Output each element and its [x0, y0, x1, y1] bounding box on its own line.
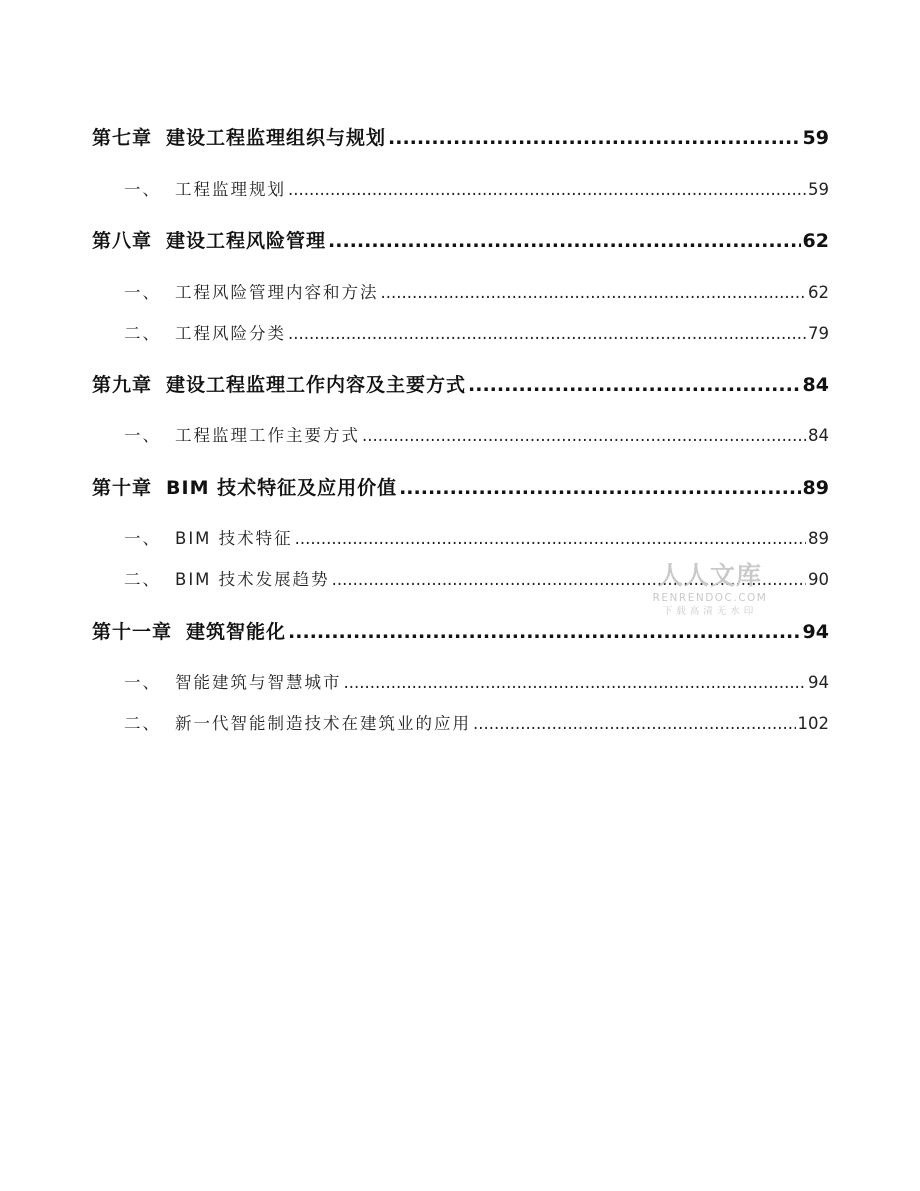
leader-dots: [399, 477, 800, 499]
toc-entry-chapter-7[interactable]: [92, 123, 829, 150]
leader-dots: [328, 230, 801, 252]
leader-dots: [381, 283, 807, 302]
toc-entry-chapter-8[interactable]: [92, 226, 829, 253]
toc-page-number: 62: [808, 283, 829, 302]
toc-entry-section[interactable]: [92, 669, 829, 693]
leader-dots: [388, 127, 801, 149]
watermark-slogan: 下载高清无水印: [662, 606, 758, 617]
toc-number: 第十一章: [92, 621, 173, 643]
toc-page-number: 94: [802, 621, 829, 643]
leader-dots: [288, 324, 806, 343]
watermark-domain: RENRENDOC.COM: [652, 592, 768, 604]
toc-number: 二、: [124, 714, 161, 733]
toc-title: 工程监理规划: [175, 180, 286, 199]
toc-title: BIM 技术特征及应用价值: [166, 477, 398, 499]
toc-entry-section[interactable]: [92, 320, 829, 344]
toc-page-number: 79: [808, 324, 829, 343]
toc-title: 建设工程监理工作内容及主要方式: [166, 374, 467, 396]
toc-page-number: 102: [797, 714, 829, 733]
toc-page-number: 84: [808, 426, 829, 445]
watermark-brand: 人人文库: [657, 561, 762, 590]
toc-title: 建设工程监理组织与规划: [166, 127, 387, 149]
toc-number: 一、: [124, 673, 161, 692]
toc-page-number: 59: [802, 127, 829, 149]
toc-entry-chapter-11[interactable]: [92, 617, 829, 644]
toc-title: 智能建筑与智慧城市: [175, 673, 342, 692]
toc-entry-section[interactable]: [92, 710, 829, 734]
toc-page-number: 84: [802, 374, 829, 396]
toc-number: 一、: [124, 180, 161, 199]
toc-title: BIM 技术特征: [175, 529, 293, 548]
leader-dots: [362, 426, 806, 445]
toc-entry-section[interactable]: [92, 176, 829, 200]
toc-title: 建筑智能化: [186, 621, 287, 643]
toc-entry-section[interactable]: [92, 279, 829, 303]
toc-title: BIM 技术发展趋势: [175, 570, 330, 589]
leader-dots: [473, 714, 796, 733]
toc-number: 二、: [124, 324, 161, 343]
toc-entry-section[interactable]: [92, 525, 829, 549]
toc-title: 工程风险管理内容和方法: [175, 283, 379, 302]
toc-page-number: 90: [808, 570, 829, 589]
toc-page-number: 59: [808, 180, 829, 199]
toc-page-number: 89: [802, 477, 829, 499]
toc-number: 第七章: [92, 127, 153, 149]
leader-dots: [295, 529, 806, 548]
toc-page-number: 94: [808, 673, 829, 692]
toc-number: 一、: [124, 283, 161, 302]
toc-title: 新一代智能制造技术在建筑业的应用: [175, 714, 471, 733]
toc-title: 工程监理工作主要方式: [175, 426, 360, 445]
leader-dots: [288, 180, 806, 199]
leader-dots: [468, 374, 801, 396]
toc-title: 建设工程风险管理: [166, 230, 327, 252]
toc-number: 二、: [124, 570, 161, 589]
leader-dots: [344, 673, 807, 692]
toc-number: 第十章: [92, 477, 153, 499]
toc-number: 第八章: [92, 230, 153, 252]
toc-number: 一、: [124, 426, 161, 445]
toc-entry-section[interactable]: [92, 422, 829, 446]
toc-number: 一、: [124, 529, 161, 548]
toc-page-number: 89: [808, 529, 829, 548]
toc-page-number: 62: [802, 230, 829, 252]
toc-entry-chapter-9[interactable]: [92, 370, 829, 397]
watermark-logo: [648, 561, 772, 619]
toc-number: 第九章: [92, 374, 153, 396]
leader-dots: [288, 621, 801, 643]
toc-title: 工程风险分类: [175, 324, 286, 343]
toc-entry-chapter-10[interactable]: [92, 473, 829, 500]
